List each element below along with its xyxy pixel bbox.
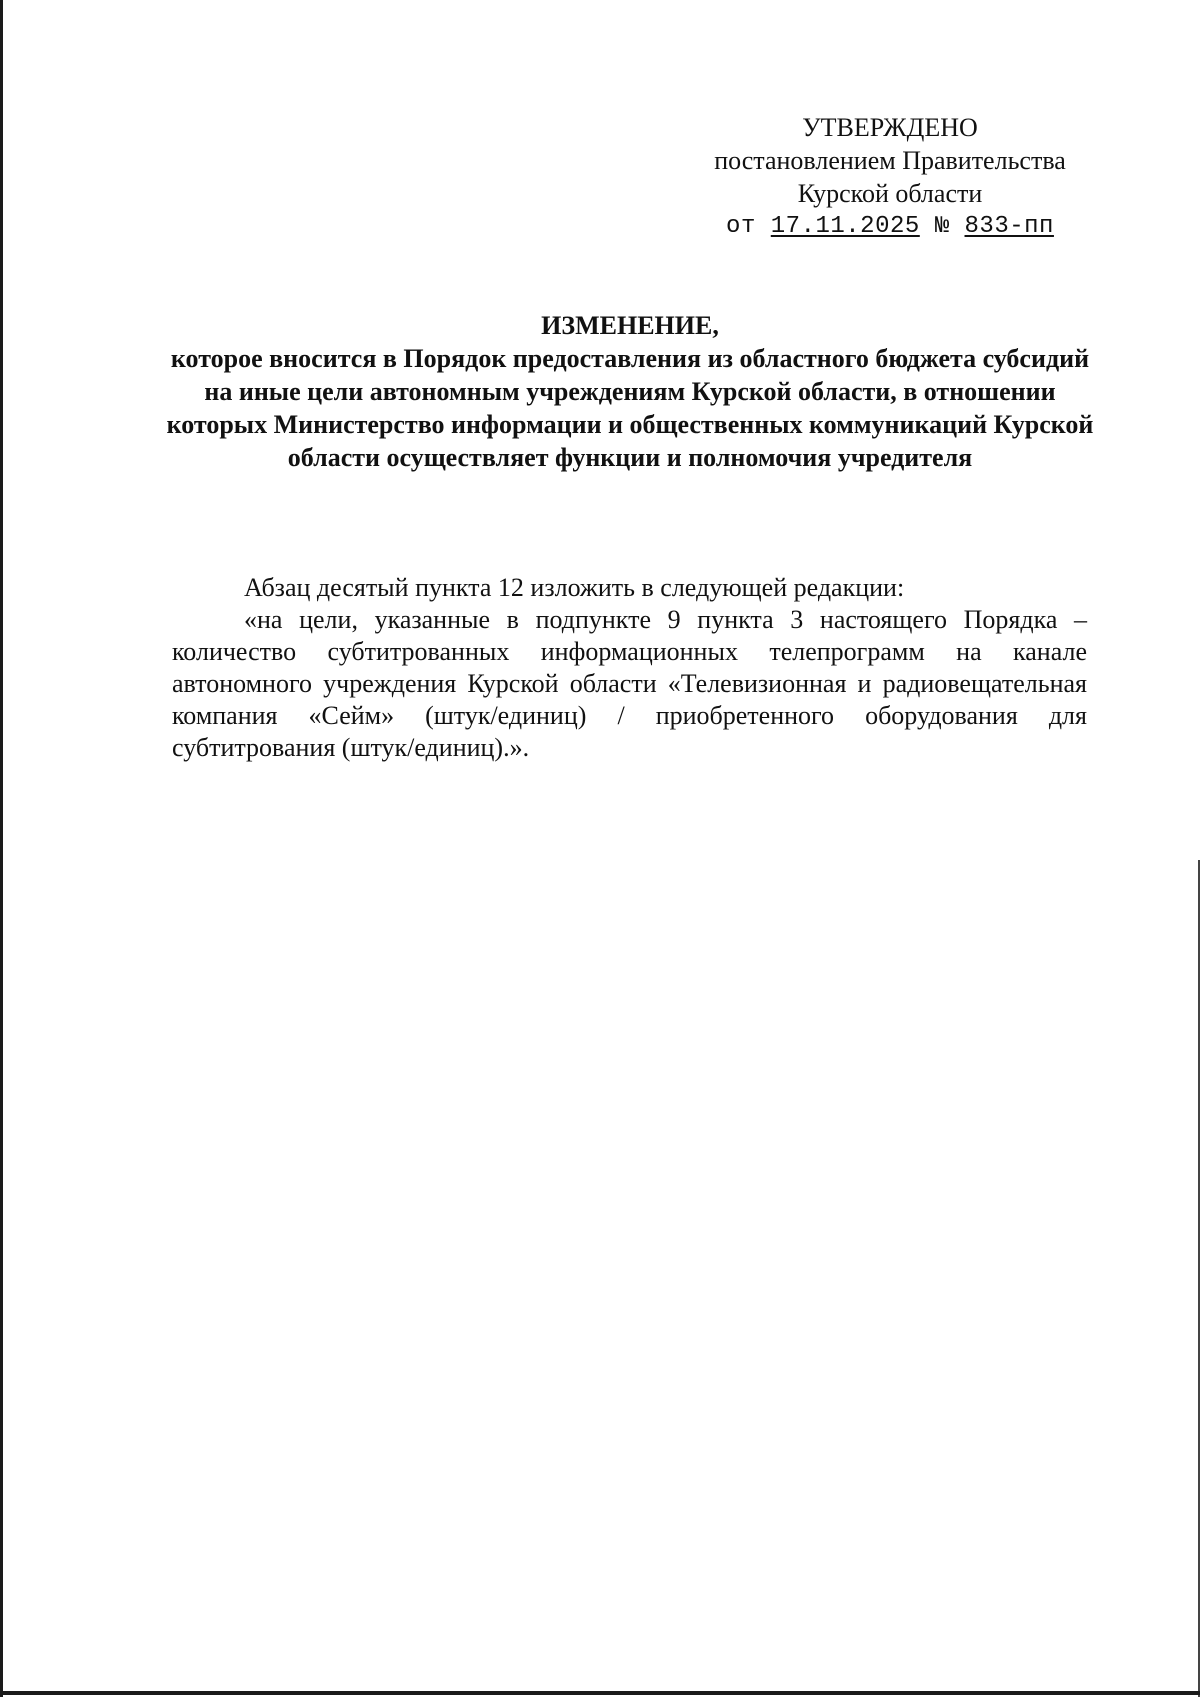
document-heading: ИЗМЕНЕНИЕ, — [541, 311, 719, 340]
resolution-date: 17.11.2025 — [770, 213, 920, 240]
document-title-block — [165, 309, 1095, 474]
body-paragraph-1: Абзац десятый пункта 12 изложить в следующей редакции: — [244, 573, 905, 602]
approval-line-region: Курской области — [797, 179, 983, 208]
approval-line-approved: УТВЕРЖДЕНО — [802, 113, 978, 142]
approval-line-resolution: постановлением Правительства — [714, 146, 1066, 175]
resolution-number: 833-пп — [964, 213, 1054, 240]
body-paragraph-2: «на цели, указанные в подпункте 9 пункта 3 настоящего Порядка – количество субтитрованных информационных телепрограмм на канале автономного учреждения Курской области «Телевизионная и радиовещательная компания «Сейм» (штук/единиц) / приобретенного оборудования для субтитрования (штук/единиц).». — [172, 605, 1087, 762]
document-subtitle: которое вносится в Порядок предоставления из областного бюджета субсидий на иные цели автономным учреждениям Курской области, в отношении которых Министерство информации и общественных коммуникаций Курской области осуществляет функции и полномочия учредителя — [166, 344, 1094, 472]
scan-edge-bottom — [0, 1691, 1200, 1695]
number-sign: № — [934, 213, 950, 240]
approval-date-number-line — [690, 210, 1090, 243]
date-prefix: от — [726, 213, 756, 240]
document-body — [172, 572, 1087, 764]
approval-stamp-block — [690, 111, 1090, 243]
scan-edge-left — [0, 0, 3, 1697]
